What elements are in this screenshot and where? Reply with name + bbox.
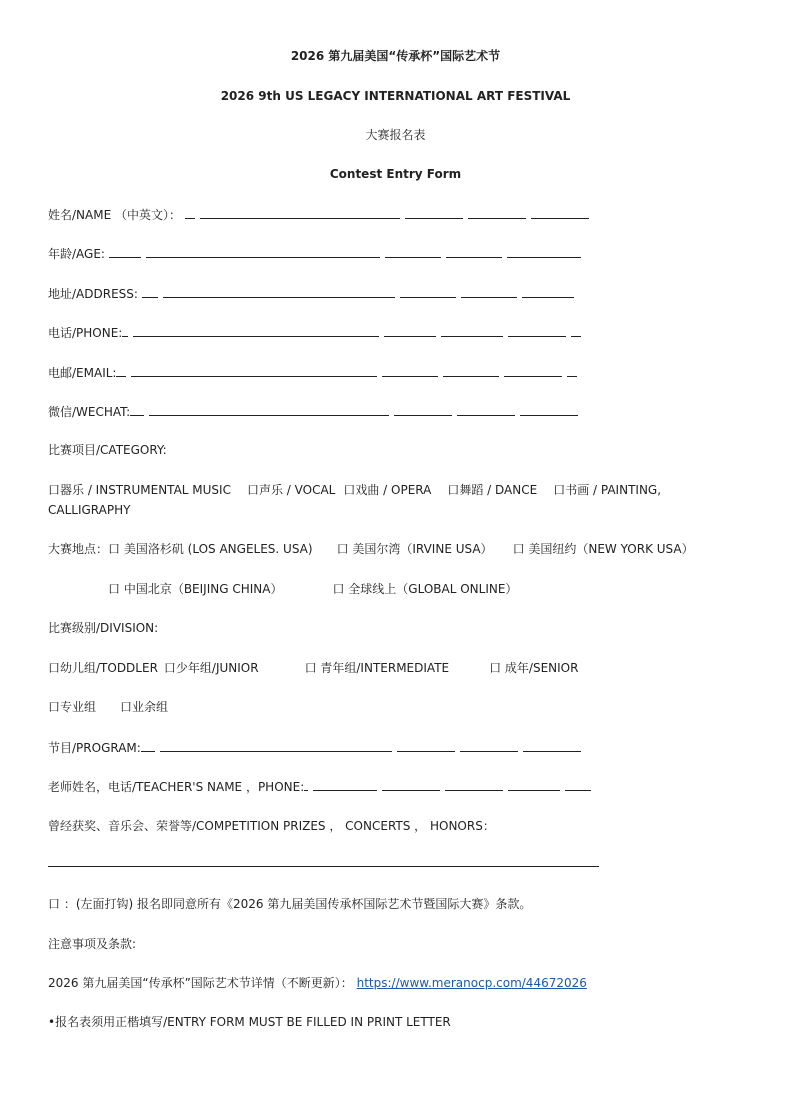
location-row-1 [48, 541, 771, 557]
teacher-blank[interactable] [445, 778, 503, 791]
name-field [48, 206, 771, 223]
category-option-calligraphy: CALLIGRAPHY [48, 503, 131, 517]
phone-blank[interactable] [441, 324, 503, 337]
program-blank[interactable] [160, 739, 392, 752]
category-label: 比赛项目/CATEGORY: [48, 443, 167, 457]
teacher-blank[interactable] [565, 778, 591, 791]
division-option-amateur[interactable]: 口业余组 [120, 700, 169, 714]
name-blank[interactable] [405, 206, 463, 219]
details-link[interactable]: https://www.meranocp.com/44672026 [356, 976, 587, 990]
teacher-blank[interactable] [313, 778, 377, 791]
agreement-checkbox-line[interactable]: 口 ：(左面打钩) 报名即同意所有《2026 第九届美国传承杯国际艺术节暨国际大赛》条款。 [48, 897, 532, 911]
phone-blank[interactable] [122, 324, 128, 337]
program-blank[interactable] [460, 739, 518, 752]
teacher-field [48, 778, 771, 795]
teacher-blank[interactable] [508, 778, 560, 791]
details-text: 2026 第九届美国“传承杯”国际艺术节详情（不断更新）： [48, 976, 353, 990]
location-option-online[interactable]: 口 全球线上（GLOBAL ONLINE） [332, 582, 518, 596]
program-blank[interactable] [523, 739, 581, 752]
location-option-los-angeles[interactable]: 口 美国洛杉矶 (LOS ANGELES. USA) [108, 542, 313, 556]
division-option-junior[interactable]: 口少年组/JUNIOR [163, 661, 259, 675]
name-blank[interactable] [200, 206, 400, 219]
address-blank[interactable] [461, 285, 517, 298]
wechat-field [48, 403, 771, 420]
title-en: 2026 9th US LEGACY INTERNATIONAL ART FESTIVAL [220, 89, 571, 103]
email-label: 电邮/EMAIL: [48, 366, 117, 380]
category-options [48, 482, 771, 498]
age-blank[interactable] [446, 245, 502, 258]
email-blank[interactable] [116, 364, 126, 377]
division-option-senior[interactable]: 口 成年/SENIOR [489, 661, 579, 675]
teacher-label: 老师姓名，电话/TEACHER'S NAME ，PHONE: [48, 780, 305, 794]
phone-field [48, 324, 771, 341]
phone-blank[interactable] [508, 324, 566, 337]
address-blank[interactable] [163, 285, 395, 298]
title-cn: 2026 第九届美国“传承杯”国际艺术节 [290, 49, 501, 63]
address-blank[interactable] [522, 285, 574, 298]
program-label: 节目/PROGRAM: [48, 741, 141, 755]
category-option-dance[interactable]: 口舞蹈 / DANCE [447, 483, 538, 497]
category-option-instrumental[interactable]: 口器乐 / INSTRUMENTAL MUSIC [48, 483, 231, 497]
rule-print-letter: •报名表须用正楷填写/ENTRY FORM MUST BE FILLED IN PRINT LETTER [48, 1015, 451, 1029]
teacher-blank[interactable] [304, 778, 308, 791]
subtitle-cn: 大赛报名表 [365, 128, 426, 142]
program-blank[interactable] [141, 739, 155, 752]
name-blank[interactable] [531, 206, 589, 219]
teacher-blank[interactable] [382, 778, 440, 791]
address-blank[interactable] [142, 285, 158, 298]
wechat-blank[interactable] [394, 403, 452, 416]
wechat-label: 微信/WECHAT: [48, 405, 131, 419]
program-blank[interactable] [397, 739, 455, 752]
age-field [48, 245, 771, 262]
email-blank[interactable] [382, 364, 438, 377]
subtitle-en: Contest Entry Form [329, 167, 462, 181]
details-line [48, 975, 771, 991]
address-blank[interactable] [400, 285, 456, 298]
division-label: 比赛级别/DIVISION: [48, 621, 159, 635]
phone-blank[interactable] [571, 324, 581, 337]
location-row-2 [108, 581, 771, 597]
email-blank[interactable] [443, 364, 499, 377]
location-label: 大赛地点： [48, 542, 109, 556]
wechat-blank[interactable] [149, 403, 389, 416]
division-option-intermediate[interactable]: 口 青年组/INTERMEDIATE [304, 661, 450, 675]
location-option-new-york[interactable]: 口 美国纽约（NEW YORK USA） [512, 542, 694, 556]
wechat-blank[interactable] [457, 403, 515, 416]
notes-label: 注意事项及条款: [48, 937, 137, 951]
address-label: 地址/ADDRESS: [48, 287, 138, 301]
division-option-professional[interactable]: 口专业组 [48, 700, 97, 714]
email-blank[interactable] [131, 364, 377, 377]
category-option-painting[interactable]: 口书画 / PAINTING, [553, 483, 662, 497]
email-blank[interactable] [567, 364, 577, 377]
name-label: 姓名/NAME （中英文）： [48, 208, 181, 222]
name-blank[interactable] [185, 206, 195, 219]
wechat-blank[interactable] [520, 403, 578, 416]
location-option-irvine[interactable]: 口 美国尔湾（IRVINE USA） [336, 542, 493, 556]
prizes-label: 曾经获奖、音乐会、荣誉等/COMPETITION PRIZES ， CONCERTS ， HONORS： [48, 819, 495, 833]
age-blank[interactable] [109, 245, 141, 258]
category-option-opera[interactable]: 口戏曲 / OPERA [343, 483, 432, 497]
wechat-blank[interactable] [130, 403, 144, 416]
prizes-fill-line[interactable] [48, 866, 599, 867]
division-row-1 [48, 660, 771, 676]
program-field [48, 739, 771, 756]
phone-blank[interactable] [384, 324, 436, 337]
division-row-2 [48, 699, 771, 715]
age-blank[interactable] [507, 245, 581, 258]
age-label: 年龄/AGE: [48, 247, 105, 261]
address-field [48, 285, 771, 302]
category-option-vocal[interactable]: 口声乐 / VOCAL [246, 483, 336, 497]
phone-label: 电话/PHONE: [48, 326, 123, 340]
division-option-toddler[interactable]: 口幼儿组/TODDLER [48, 661, 158, 675]
age-blank[interactable] [146, 245, 380, 258]
email-field [48, 364, 771, 381]
age-blank[interactable] [385, 245, 441, 258]
phone-blank[interactable] [133, 324, 379, 337]
email-blank[interactable] [504, 364, 562, 377]
location-option-beijing[interactable]: 口 中国北京（BEIJING CHINA） [108, 582, 283, 596]
name-blank[interactable] [468, 206, 526, 219]
